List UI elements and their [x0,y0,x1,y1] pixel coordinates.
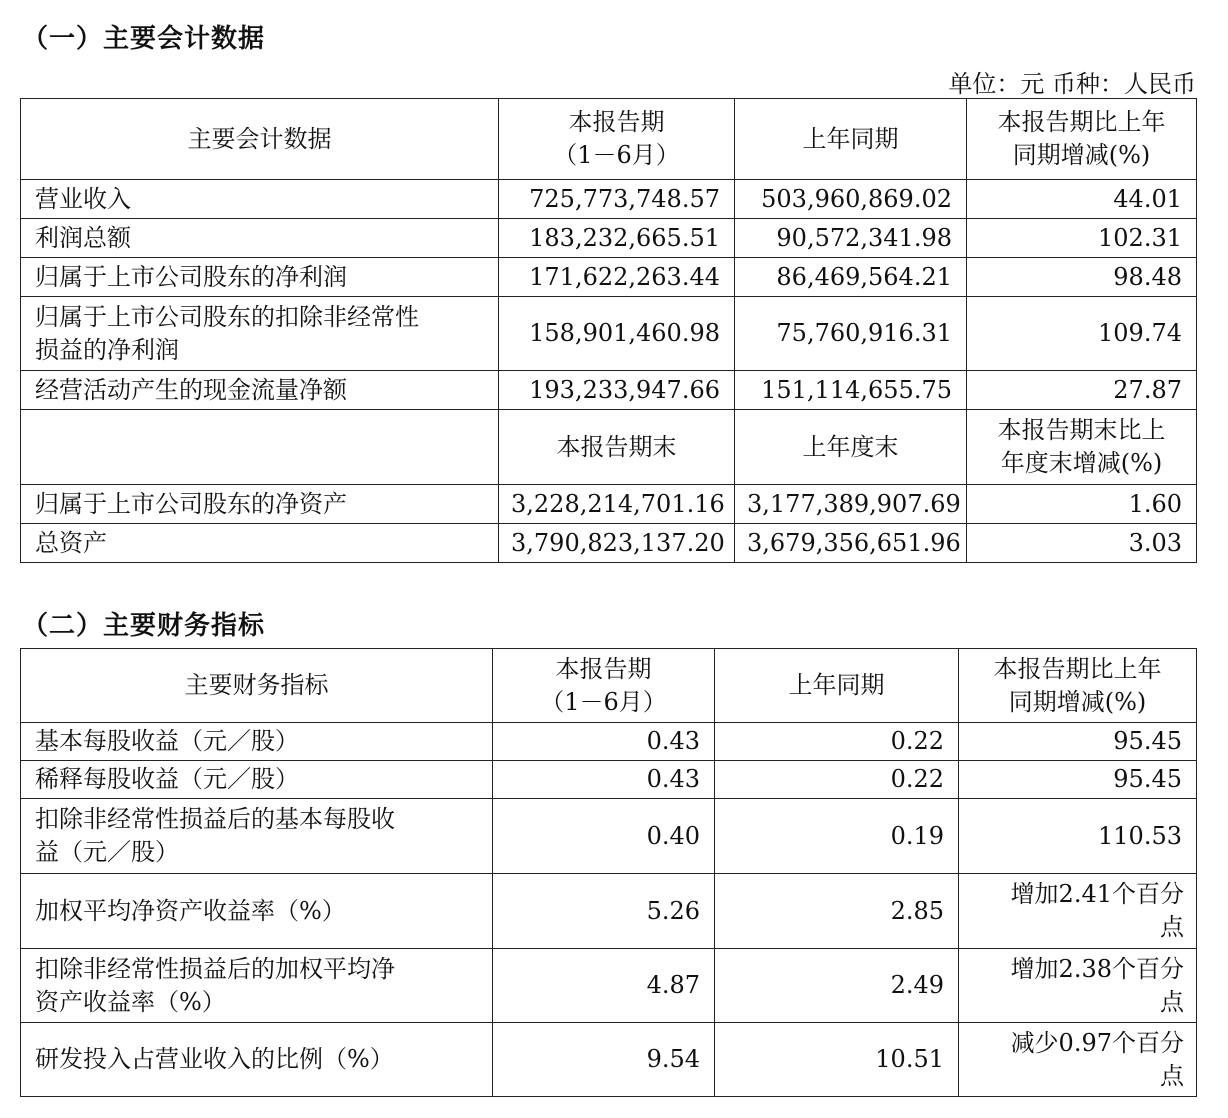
cell-prior: 86,469,564.21 [735,258,967,297]
cell-current: 9.54 [493,1023,715,1097]
cell-prior: 3,679,356,651.96 [735,524,967,563]
financial-indicators-table [20,648,1197,1097]
cell-current: 3,790,823,137.20 [499,524,735,563]
cell-prior: 503,960,869.02 [735,180,967,219]
row-label: 总资产 [21,524,499,563]
header-prior-period: 上年同期 [715,649,959,723]
cell-prior: 0.19 [715,799,959,874]
row-label: 稀释每股收益（元／股） [21,761,493,799]
row-label: 归属于上市公司股东的净资产 [21,485,499,524]
table-row [21,180,1197,219]
table-row [21,874,1197,949]
subheader-item [21,410,499,485]
subheader-period-end: 本报告期末 [499,410,735,485]
cell-change: 增加2.41个百分 点 [959,874,1197,949]
cell-current: 158,901,460.98 [499,297,735,371]
subheader-change: 本报告期末比上 年度末增减(%) [967,410,1197,485]
table-row [21,949,1197,1023]
table-row [21,723,1197,761]
row-label: 基本每股收益（元／股） [21,723,493,761]
cell-current: 193,233,947.66 [499,371,735,410]
subheader-prior-year-end: 上年度末 [735,410,967,485]
row-label: 扣除非经常性损益后的加权平均净 资产收益率（%） [21,949,493,1023]
table-row [21,799,1197,874]
cell-current: 183,232,665.51 [499,219,735,258]
unit-currency-note: 单位：元 币种：人民币 [948,70,1196,98]
row-label: 营业收入 [21,180,499,219]
header-current-period: 本报告期 （1－6月） [499,99,735,180]
cell-prior: 2.49 [715,949,959,1023]
cell-change: 109.74 [967,297,1197,371]
header-item: 主要会计数据 [21,99,499,180]
cell-current: 0.43 [493,761,715,799]
row-label: 归属于上市公司股东的扣除非经常性 损益的净利润 [21,297,499,371]
cell-change: 增加2.38个百分 点 [959,949,1197,1023]
cell-change: 44.01 [967,180,1197,219]
table-subheader-row [21,410,1197,485]
cell-prior: 2.85 [715,874,959,949]
table-row [21,524,1197,563]
header-current-period: 本报告期 （1－6月） [493,649,715,723]
cell-change: 95.45 [959,761,1197,799]
cell-current: 3,228,214,701.16 [499,485,735,524]
table-header-row [21,99,1197,180]
cell-current: 5.26 [493,874,715,949]
section-title-financial-indicators: （二）主要财务指标 [22,611,266,641]
cell-current: 725,773,748.57 [499,180,735,219]
cell-current: 4.87 [493,949,715,1023]
cell-change: 95.45 [959,723,1197,761]
row-label: 利润总额 [21,219,499,258]
header-item: 主要财务指标 [21,649,493,723]
cell-change: 减少0.97个百分 点 [959,1023,1197,1097]
row-label: 归属于上市公司股东的净利润 [21,258,499,297]
header-change: 本报告期比上年 同期增减(%) [967,99,1197,180]
cell-prior: 0.22 [715,761,959,799]
table-row [21,219,1197,258]
cell-change: 3.03 [967,524,1197,563]
table-row [21,761,1197,799]
table-header-row [21,649,1197,723]
table-row [21,258,1197,297]
table-row [21,371,1197,410]
cell-change: 102.31 [967,219,1197,258]
cell-change: 110.53 [959,799,1197,874]
cell-prior: 151,114,655.75 [735,371,967,410]
row-label: 扣除非经常性损益后的基本每股收 益（元／股） [21,799,493,874]
section-title-accounting-data: （一）主要会计数据 [22,24,266,54]
header-prior-period: 上年同期 [735,99,967,180]
accounting-data-table [20,98,1197,563]
table-row [21,297,1197,371]
row-label: 经营活动产生的现金流量净额 [21,371,499,410]
cell-prior: 3,177,389,907.69 [735,485,967,524]
cell-current: 0.43 [493,723,715,761]
cell-change: 1.60 [967,485,1197,524]
cell-prior: 75,760,916.31 [735,297,967,371]
cell-prior: 90,572,341.98 [735,219,967,258]
row-label: 研发投入占营业收入的比例（%） [21,1023,493,1097]
cell-current: 171,622,263.44 [499,258,735,297]
cell-prior: 10.51 [715,1023,959,1097]
table-row [21,1023,1197,1097]
cell-change: 98.48 [967,258,1197,297]
cell-prior: 0.22 [715,723,959,761]
table-row [21,485,1197,524]
cell-current: 0.40 [493,799,715,874]
header-change: 本报告期比上年 同期增减(%) [959,649,1197,723]
row-label: 加权平均净资产收益率（%） [21,874,493,949]
cell-change: 27.87 [967,371,1197,410]
